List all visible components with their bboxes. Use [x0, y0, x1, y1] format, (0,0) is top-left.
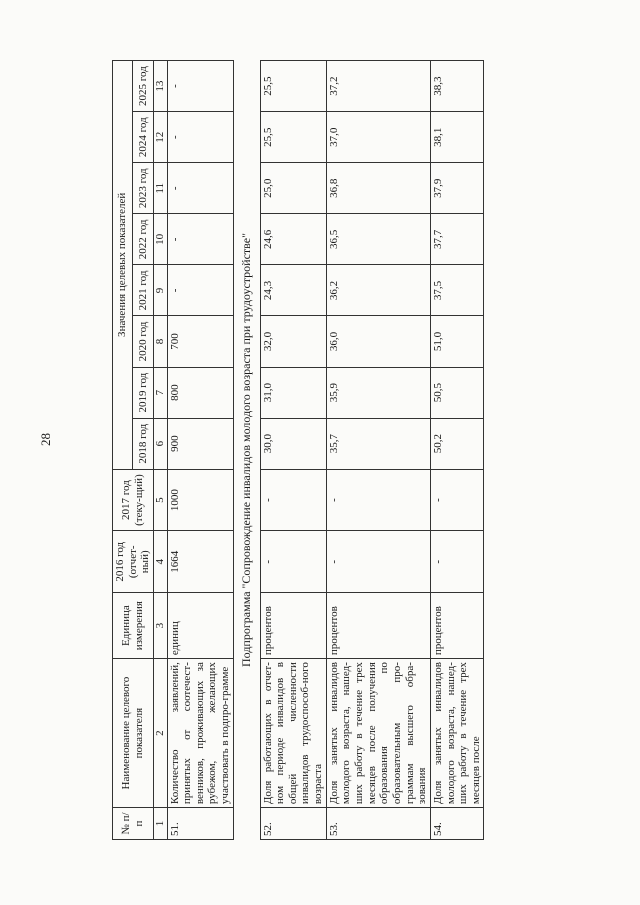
- targets-group-header: Значения целевых показателей: [113, 61, 133, 470]
- value-cell: 36,2: [326, 265, 430, 316]
- row-number: 51.: [167, 808, 233, 840]
- col-num: 3: [153, 593, 167, 659]
- value-cell: 51,0: [430, 316, 484, 367]
- indicator-name: Доля работающих в отчет-ном периоде инвалидов в общей численности инвалидов трудоспособ-ного возраста: [260, 659, 326, 808]
- value-cell: 700: [167, 316, 233, 367]
- value-cell: -: [167, 163, 233, 214]
- col-num: 8: [153, 316, 167, 367]
- value-cell: 30,0: [260, 418, 326, 469]
- value-cell: 37,9: [430, 163, 484, 214]
- value-cell: 50,5: [430, 367, 484, 418]
- rotated-table-container: [112, 60, 632, 840]
- value-cell: -: [430, 469, 484, 531]
- col-name-header: Наименование целевого показателя: [113, 659, 154, 808]
- year-header: 2019 год: [133, 367, 153, 418]
- year-header: 2025 год: [133, 61, 153, 112]
- col-num: 11: [153, 163, 167, 214]
- year-header: 2018 год: [133, 418, 153, 469]
- table-row: [260, 61, 326, 840]
- table-row: [167, 61, 233, 840]
- year-header: 2022 год: [133, 214, 153, 265]
- unit: процентов: [326, 593, 430, 659]
- subprogram-row: [233, 61, 260, 840]
- value-cell: 31,0: [260, 367, 326, 418]
- value-cell: 37,2: [326, 61, 430, 112]
- header-row-1: [113, 61, 133, 840]
- col-2016-header: 2016 год (отчет-ный): [113, 531, 154, 593]
- table-row: [430, 61, 484, 840]
- indicator-name: Доля занятых инвалидов молодого возраста, нашед-ших работу в течение трех месяцев после получения образования по образовательным про-граммам высшего обра-зования: [326, 659, 430, 808]
- value-cell: -: [260, 469, 326, 531]
- value-cell: 38,1: [430, 112, 484, 163]
- value-cell: -: [430, 531, 484, 593]
- value-cell: -: [326, 469, 430, 531]
- year-header: 2021 год: [133, 265, 153, 316]
- unit: единиц: [167, 593, 233, 659]
- value-cell: -: [326, 531, 430, 593]
- col-unit-header: Единица измерения: [113, 593, 154, 659]
- year-header: 2020 год: [133, 316, 153, 367]
- value-cell: 50,2: [430, 418, 484, 469]
- value-cell: 1000: [167, 469, 233, 531]
- unit: процентов: [430, 593, 484, 659]
- column-number-row: [153, 61, 167, 840]
- value-cell: 25,5: [260, 112, 326, 163]
- value-cell: 36,8: [326, 163, 430, 214]
- indicators-table: [112, 60, 484, 840]
- row-number: 53.: [326, 808, 430, 840]
- value-cell: -: [167, 61, 233, 112]
- row-number: 52.: [260, 808, 326, 840]
- value-cell: 1664: [167, 531, 233, 593]
- col-num: 10: [153, 214, 167, 265]
- value-cell: 24,6: [260, 214, 326, 265]
- value-cell: 35,9: [326, 367, 430, 418]
- row-number: 54.: [430, 808, 484, 840]
- value-cell: 25,0: [260, 163, 326, 214]
- year-header: 2024 год: [133, 112, 153, 163]
- col-num: 7: [153, 367, 167, 418]
- value-cell: 37,0: [326, 112, 430, 163]
- value-cell: 37,5: [430, 265, 484, 316]
- value-cell: -: [167, 112, 233, 163]
- subprogram-title: Подпрограмма "Сопровождение инвалидов молодого возраста при трудоустройстве": [233, 61, 260, 840]
- value-cell: 25,5: [260, 61, 326, 112]
- year-header: 2023 год: [133, 163, 153, 214]
- value-cell: -: [167, 214, 233, 265]
- col-num: 12: [153, 112, 167, 163]
- value-cell: 38,3: [430, 61, 484, 112]
- value-cell: 800: [167, 367, 233, 418]
- col-num: 13: [153, 61, 167, 112]
- unit: процентов: [260, 593, 326, 659]
- col-num: 5: [153, 469, 167, 531]
- value-cell: 36,5: [326, 214, 430, 265]
- table-row: [326, 61, 430, 840]
- col-num: 9: [153, 265, 167, 316]
- col-2017-header: 2017 год (теку-щий): [113, 469, 154, 531]
- col-num: 4: [153, 531, 167, 593]
- col-num: 6: [153, 418, 167, 469]
- value-cell: 900: [167, 418, 233, 469]
- col-no-header: № п/п: [113, 808, 154, 840]
- col-num: 1: [153, 808, 167, 840]
- value-cell: 24,3: [260, 265, 326, 316]
- indicator-name: Доля занятых инвалидов молодого возраста, нашед-ших работу в течение трех месяцев после: [430, 659, 484, 808]
- value-cell: 32,0: [260, 316, 326, 367]
- value-cell: 35,7: [326, 418, 430, 469]
- col-num: 2: [153, 659, 167, 808]
- value-cell: 36,0: [326, 316, 430, 367]
- page-number: 28: [38, 433, 53, 446]
- indicator-name: Количество заявлений, принятых от соотечест-венников, проживающих за рубежом, желающих участвовать в подпро-грамме: [167, 659, 233, 808]
- value-cell: -: [167, 265, 233, 316]
- value-cell: 37,7: [430, 214, 484, 265]
- value-cell: -: [260, 531, 326, 593]
